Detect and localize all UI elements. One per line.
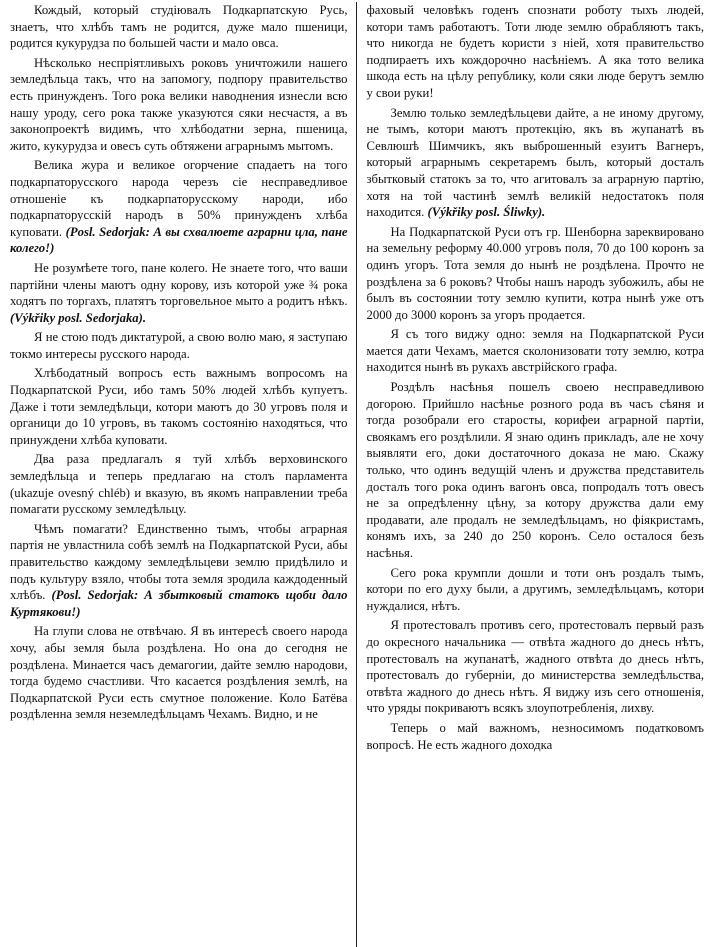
left-column [6, 0, 356, 947]
paragraph: Я не стою подъ диктатурой, а свою волю маю, я заступаю токмо интересы русского народа. [10, 330, 348, 361]
interjection: (Výkřiky posl. Śliwky). [427, 205, 546, 220]
paragraph: Роздѣлъ насѣнья пошелъ своею несправедливою догорою. Прийшло насѣнье розного рода въ часъ сѣяня и тогда розобрали его старосты, корифеи аграрной партіи, своякамъ его роздѣлили. Я знаю одинъ прикладъ, але не хочу выявляти его, доки достаточного доказа не маю. Скажу только, что одинъ ведущій членъ и дружства представитель досталъ того рока одинъ вагонъ овса, попродалъ тотъ овесъ не за опредѣленну цѣну, за котору дружства дали ему продавати, але продалъ не земледѣльцамъ, но фiякристамъ, конямъ ихъ, за 240 до 250 коронъ. Село осталося безъ насѣнья. [366, 380, 704, 560]
paragraph: Я съ того виджу одно: земля на Подкарпатской Руси мается дати Чехамъ, мается сколонизовати тоту землю, котра находится нынѣ въ рукахъ австрійского графа. [366, 327, 704, 375]
paragraph: Два раза предлагалъ я туй хлѣбъ верховинского земледѣльца и теперь предлагаю на столъ парламента (ukazuje ovesný chléb) и вказую, въ якомъ направлении треба помагати русскому земледѣльцу. [10, 452, 348, 517]
interjection: (Posl. Sedorjak: А збытковый статокъ щоби дало Куртякови!) [10, 588, 348, 619]
paragraph: На глупи слова не отвѣчаю. Я въ интересѣ своего народа хочу, абы земля была роздѣлена. Но она до сегодня не роздѣлена. Минается часъ демагогии, дайте землю народови, тогда будемо счастливи. Что касается роздѣления землѣ, на Подкарпатской Руси есть смутное положение. Коло Батёва роздѣленна земля неземледѣльцамъ Чехамъ. Видно, и не [10, 624, 348, 722]
paragraph-continuation: фаховый человѣкъ годенъ спознати роботу тыхъ людей, котори тамъ работаютъ. Тоти люде землю обрабляютъ такъ, что никогда не будетъ користи з нiей, хотя правительство подпираетъ ихъ кождорочно насѣнiемъ. А яка тото велика шкода есть на цѣлу републику, коли сяки люде берутъ землю у свои руки! [366, 3, 704, 100]
paragraph: Сего рока крумпли дошли и тоти онъ роздалъ тымъ, котори по его духу были, а другимъ, земледѣльцамъ, котори нуждалися, нѣтъ. [366, 565, 704, 613]
right-column [357, 0, 705, 947]
paragraph: Землю только земледѣльцеви дайте, а не иному другому, не тымъ, котори маютъ протекцію, якъ въ жупанатѣ въ Севлюшѣ Шимчикъ, якъ выброшенный езуитъ Вагнеръ, который аграрнымъ секретаремъ былъ, который досталъ збытковый статокъ за то, что агитовалъ за аграрную партію, хотя на той частинѣ землѣ великій недостатокъ поля находится. (Výkřiky posl. Śliwky). [366, 105, 704, 220]
paragraph: Хлѣбодатный вопросъ есть важнымъ вопросомъ на Подкарпатской Руси, ибо тамъ 50% людей хлѣбъ купуетъ. Даже і тоти земледѣльци, котори маютъ до 30 угровъ поля и органици до 10 угровъ, въ такомъ состоянію находяться, что принуждени хлѣба куповати. [10, 366, 348, 447]
paragraph: На Подкарпатской Руси отъ гр. Шенборна зареквировано на земельну реформу 40.000 угровъ поля, 70 до 100 коронъ за одинъ угоръ. Тота земля до нынѣ не роздѣлена. Прочто не роздѣлена за 6 роковъ? Чтобы нашъ народъ зубожилъ, абы не былъ въ состоянии тоту землю купити, котра нынѣ уже отъ 2000 до 3000 коронъ за угоръ продается. [366, 224, 704, 322]
interjection: (Výkřiky posl. Sedorjaka). [10, 310, 147, 325]
paragraph: Кождый, который студіювалъ Подкарпатскую Русь, знаетъ, что хлѣбъ тамъ не родится, дуже мало пшеници, родится кукурудза по большей части и мало овса. [10, 3, 348, 51]
paragraph: Чѣмъ помагати? Единственно тымъ, чтобы аграрная партія не увластнила собѣ землѣ на Подкарпатской Руси, абы правительство каждому земледѣльцеви землю придѣлило и подъ культуру взяло, чтобы тота земля зродила каждоденный хлѣбъ. (Posl. Sedorjak: А збытковый статокъ щоби дало Куртякови!) [10, 521, 348, 619]
paragraph: Теперь о май важномъ, незносимомъ податковомъ вопросѣ. Не есть жадного доходка [366, 720, 704, 752]
paragraph: Не розумѣете того, пане колего. Не знаете того, что ваши партійни члены маютъ одну корову, изъ которой уже ¾ рока ходятъ по торгахъ, платятъ торговельное мыто а родитъ нѣкъ. (Výkřiky posl. Sedorjaka). [10, 260, 348, 325]
paragraph: Я протестовалъ противъ сего, протестовалъ первый разъ до окресного начальника — отвѣта жадного до днесь нѣтъ, протестовалъ на жупанатѣ, жадного отвѣта до днесь нѣтъ, протестовалъ до губерніи, до министерства земледѣльства, отвѣта жадного до днесь нѣтъ. Я виджу изъ сего отношенія, что уряды покриваютъ всякъ злоупотребленія, лихву. [366, 618, 704, 716]
paragraph: Велика жура и великое огорчение спадаетъ на того подкарпаторусского народа черезъ сіе несправедливое отношеніе къ подкарпаторусскому народи, ибо подкарпаторусскій народъ в 50% принужденъ хлѣба куповати. (Posl. Sedorjak: А вы схвалюете аграрни цла, пане колего!) [10, 158, 348, 256]
interjection: (Posl. Sedorjak: А вы схвалюете аграрни цла, пане колего!) [10, 224, 348, 256]
paragraph: Нѣсколько неспріятливыхъ роковъ уничтожили нашего земледѣльца такъ, что на запомогу, подпору правительство есть принужденъ. Того рока велики наводнения изнесли всю нашу уроду, сего рока также указуются сяки несчастя, а въ законопроектѣ видимъ, что хлѣбодатни зерна, пшеница, жито, кукурудза и овесъ суть обтяжени аграрнымъ мытомъ. [10, 55, 348, 153]
